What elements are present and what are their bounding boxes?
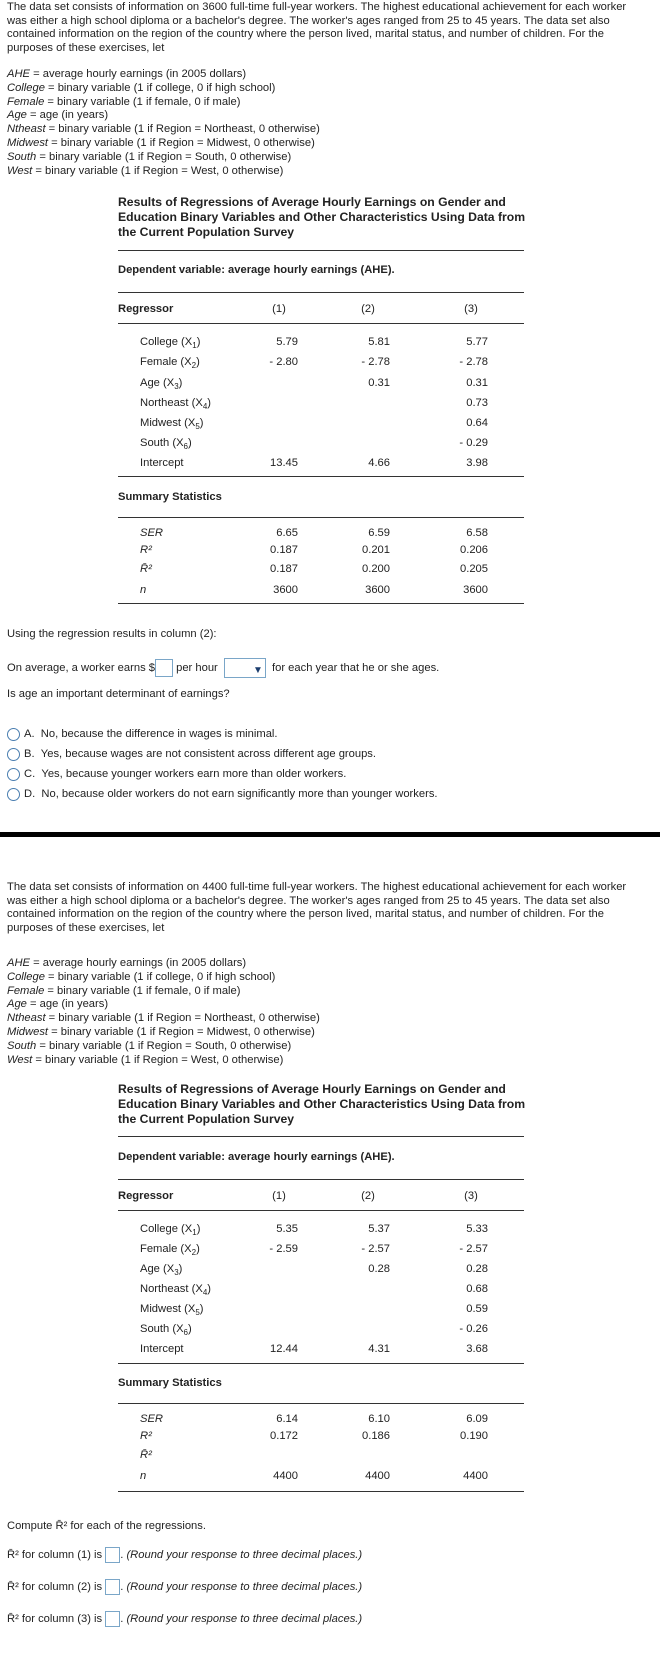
question-2: The data set consists of information on 4400 full-time full-year workers. The highest educational achievement for each worker was either a high school diploma or a bachelor's degree. The worker's ages ranged from 25 to 45 years. The data set also contained information on the region of the country where the person lived, marital status, and number of children. For the purposes of these exercises, let AHE = average hourly earnings (in 2005 dollars) College = binary variable (1 if college, 0 if high school) Female = binary variable (1 if female, 0 if male) Age = age (in years) Ntheast = binary variable (1 if Region = Northeast, 0 otherwise) Midwest = binary variable (1 if Region = Midwest, 0 otherwise) South = binary variable (1 if Region = South, 0 otherwise) West = binary variable (1 if Region = West, 0 otherwise) Results of Regressions of Average Hourly Earnings on Gender and Education Binary Variables and Other Characteristics Using Data from the Current Population Survey Dependent variable: average hourly earnings (AHE). Regressor (1) (2) (3) College $(X_1)$ 5.35 5.37 5.33 Female $(X_2)$ - 2.59 - 2.57 - 2.57 Age $(X_3)$ 0.28 0.28 Northeast $(X_4)$ 0.68 Midwest $(X_5)$ 0.59 South $(X_6)$ - 0.26 Intercept 12.44 4.31 3.68 Summary Statistics SER 6.14 6.10 6.09 R² 0.172 0.186 0.190 R̄² n 4400 4400 4400 Compute R̄² for each of the regressions. R̄² for column (1) is . (Round your response to three decimal places.) R̄² for column (2) is . (Round your response to three decimal places.) R̄² for column (3) is . (Round your response to three decimal places.) [0,880,660,1659]
var-row: South = binary variable (1 if Region = South, 0 otherwise) [7,150,292,163]
direction-dropdown[interactable] [224,658,266,678]
var-row: Midwest = binary variable (1 if Region = Midwest, 0 otherwise) [7,1025,315,1038]
answer-row-3: R̄² for column (3) is . (Round your response to three decimal places.) [7,1610,362,1628]
using-text: Using the regression results in column (2): [7,628,217,640]
per-hour-input[interactable] [155,659,173,677]
r2bar-col2-input[interactable] [105,1579,120,1595]
regressor-header: Regressor [118,1190,174,1202]
var-row: South = binary variable (1 if Region = South, 0 otherwise) [7,1039,292,1052]
var-row: West = binary variable (1 if Region = West, 0 otherwise) [7,164,284,177]
answer-row-1: R̄² for column (1) is . (Round your response to three decimal places.) [7,1546,362,1564]
question-text: Is age an important determinant of earnings? [7,688,230,700]
divider [118,323,524,324]
var-row: AHE = average hourly earnings (in 2005 dollars) [7,957,247,969]
var-row: Age = age (in years) [7,998,109,1011]
var-row: College = binary variable (1 if college, 0 if high school) [7,970,276,983]
divider [118,292,524,293]
radio-d[interactable] [7,788,20,801]
col-header: (2) [361,303,375,315]
divider [118,517,524,518]
variable-definitions [7,68,627,178]
dropdown-arrow-icon: ▼ [252,665,263,677]
divider [118,1210,524,1211]
r2bar-col1-input[interactable] [105,1547,120,1563]
divider [118,476,524,477]
summary-header: Summary Statistics [118,491,222,503]
question-1: The data set consists of information on 3600 full-time full-year workers. The highest educational achievement for each worker was either a high school diploma or a bachelor's degree. The worker's ages ranged from 25 to 45 years. The data set also contained information on the region of the country where the person lived, marital status, and number of children. For the purposes of these exercises, let AHE = average hourly earnings (in 2005 dollars) College = binary variable (1 if college, 0 if high school) Female = binary variable (1 if female, 0 if male) Age = age (in years) Ntheast = binary variable (1 if Region = Northeast, 0 otherwise) Midwest = binary variable (1 if Region = Midwest, 0 otherwise) South = binary variable (1 if Region = South, 0 otherwise) West = binary variable (1 if Region = West, 0 otherwise) Results of Regressions of Average Hourly Earnings on Gender and Education Binary Variables and Other Characteristics Using Data from the Current Population Survey Dependent variable: average hourly earnings (AHE). Regressor (1) (2) (3) College $(X_1)$ 5.79 5.81 5.77 Female $(X_2)$ - 2.80 - 2.78 - 2.78 Age $(X_3)$ 0.31 0.31 Northeast $(X_4)$ 0.73 Midwest $(X_5)$ 0.64 South $(X_6)$ - 0.29 Intercept 13.45 4.66 3.98 Summary Statistics SER 6.65 6.59 6.58 R² 0.187 0.201 0.206 R̄² 0.187 0.200 0.205 n 3600 3600 3600 Using the regression results in column (2): On average, a worker earns $ per hour ▼ for each year that he or she ages. Is age an important determinant of earnings? A. No, because the difference in wages is minimal. B. Yes, because wages are not consistent across different age groups. C. Yes, because younger workers earn more than older workers. D. No, because older workers do not earn significantly more than younger workers. [0,0,660,830]
var-row: Ntheast = binary variable (1 if Region = Northeast, 0 otherwise) [7,123,320,136]
col-header: (1) [272,1190,286,1202]
var-row: College = binary variable (1 if college, 0 if high school) [7,81,276,94]
radio-c[interactable] [7,768,20,781]
compute-text: Compute R̄² for each of the regressions. [7,1520,206,1532]
section-divider [0,832,660,837]
divider [118,603,524,604]
radio-b[interactable] [7,748,20,761]
var-row: Female = binary variable (1 if female, 0 if male) [7,984,241,997]
divider [118,1403,524,1404]
answer-row-2: R̄² for column (2) is . (Round your response to three decimal places.) [7,1578,362,1596]
var-row: Female = binary variable (1 if female, 0 if male) [7,95,241,108]
col-header: (3) [464,303,478,315]
divider [118,1363,524,1364]
divider [118,1136,524,1137]
regressor-header: Regressor [118,303,174,315]
divider [118,1491,524,1492]
table-title: Results of Regressions of Average Hourly Earnings on Gender and Education Binary Variables and Other Characteristics Using Data from the Current Population Survey [118,195,526,239]
intro-text: The data set consists of information on 3600 full-time full-year workers. The highest educational achievement for each worker was either a high school diploma or a bachelor's degree. The worker's ages ranged from 25 to 45 years. The data set also contained information on the region of the country where the person lived, marital status, and number of children. For the purposes of these exercises, let [7,1,627,54]
earnings-sentence: On average, a worker earns $ per hour ▼ for each year that he or she ages. [7,658,439,678]
r2bar-col3-input[interactable] [105,1611,120,1627]
divider [118,250,524,251]
table-title: Results of Regressions of Average Hourly Earnings on Gender and Education Binary Variables and Other Characteristics Using Data from the Current Population Survey [118,1082,526,1126]
variable-definitions [7,957,627,1067]
var-row: Age = age (in years) [7,109,109,122]
radio-a[interactable] [7,728,20,741]
var-row: West = binary variable (1 if Region = West, 0 otherwise) [7,1053,284,1066]
dependent-variable: Dependent variable: average hourly earnings (AHE). [118,264,395,276]
var-row: Midwest = binary variable (1 if Region = Midwest, 0 otherwise) [7,136,315,149]
col-header: (3) [464,1190,478,1202]
var-row: AHE = average hourly earnings (in 2005 dollars) [7,68,247,80]
summary-header: Summary Statistics [118,1377,222,1389]
divider [118,1179,524,1180]
col-header: (2) [361,1190,375,1202]
col-header: (1) [272,303,286,315]
var-row: Ntheast = binary variable (1 if Region = Northeast, 0 otherwise) [7,1012,320,1025]
intro-text: The data set consists of information on 4400 full-time full-year workers. The highest educational achievement for each worker was either a high school diploma or a bachelor's degree. The worker's ages ranged from 25 to 45 years. The data set also contained information on the region of the country where the person lived, marital status, and number of children. For the purposes of these exercises, let [7,881,627,934]
dependent-variable: Dependent variable: average hourly earnings (AHE). [118,1151,395,1163]
